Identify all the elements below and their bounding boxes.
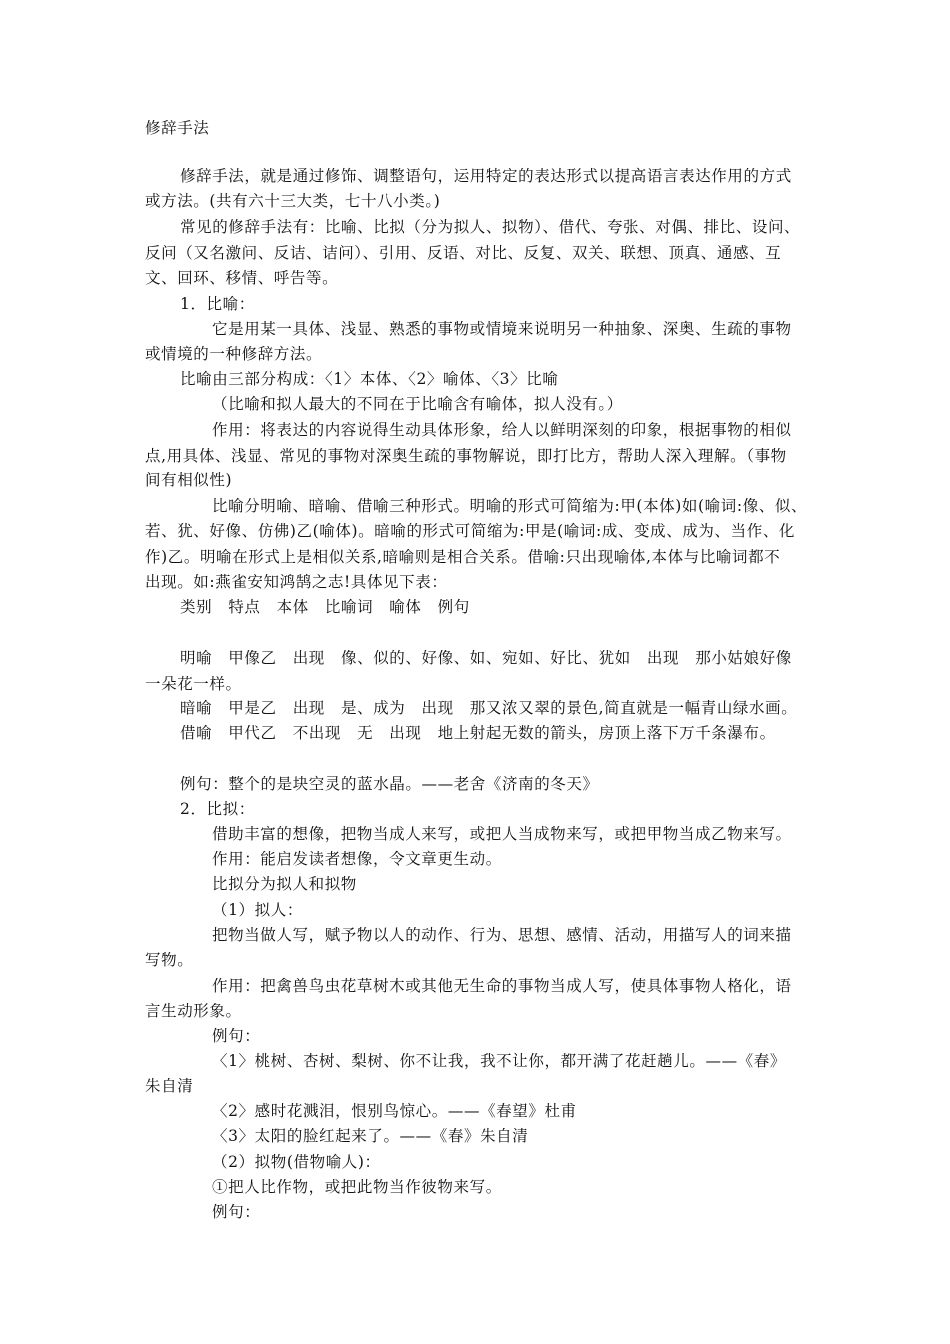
paragraph-line: 朱自清 [145, 1077, 194, 1095]
paragraph-line: 出现。如:燕雀安知鸿鹄之志!具体见下表： [145, 573, 448, 591]
paragraph-line: 点,用具体、浅显、常见的事物对深奥生疏的事物解说，即打比方，帮助人深入理解。（事物 [145, 447, 787, 465]
table-row: 一朵花一样。 [145, 675, 242, 693]
paragraph-line: 修辞手法，就是通过修饰、调整语句，运用特定的表达形式以提高语言表达作用的方式 [180, 167, 792, 185]
paragraph-line: 把物当做人写，赋予物以人的动作、行为、思想、感情、活动，用描写人的词来描 [212, 926, 792, 944]
paragraph-line: 比喻由三部分构成：〈1〉本体、〈2〉喻体、〈3〉比喻 [180, 370, 559, 388]
paragraph-line: 常见的修辞手法有：比喻、比拟（分为拟人、拟物）、借代、夸张、对偶、排比、设问、 [180, 218, 801, 236]
table-header: 类别 特点 本体 比喻词 喻体 例句 [180, 598, 470, 616]
subsection-heading: （2）拟物(借物喻人)： [212, 1153, 381, 1171]
paragraph-line: 它是用某一具体、浅显、熟悉的事物或情境来说明另一种抽象、深奥、生疏的事物 [212, 320, 792, 338]
table-row: 暗喻 甲是乙 出现 是、成为 出现 那又浓又翠的景色,简直就是一幅青山绿水画。 [180, 699, 798, 717]
paragraph-line: 或情境的一种修辞方法。 [145, 345, 323, 363]
paragraph-line: 例句：整个的是块空灵的蓝水晶。——老舍《济南的冬天》 [180, 775, 599, 793]
paragraph-line: 比喻分明喻、暗喻、借喻三种形式。明喻的形式可简缩为:甲(本体)如(喻词:像、似、 [212, 497, 808, 515]
paragraph-line: 作)乙。明喻在形式上是相似关系,暗喻则是相合关系。借喻:只出现喻体,本体与比喻词都不 [145, 548, 781, 566]
paragraph-line: 〈1〉桃树、杏树、梨树、你不让我，我不让你，都开满了花赶趟儿。——《春》 [212, 1052, 786, 1070]
paragraph-line: 比拟分为拟人和拟物 [212, 875, 357, 893]
doc-title: 修辞手法 [145, 119, 210, 137]
paragraph-line: 或方法。(共有六十三大类，七十八小类。) [145, 192, 441, 210]
paragraph-line: 若、犹、好像、仿佛)乙(喻体)。暗喻的形式可简缩为:甲是(喻词:成、变成、成为、当作、化 [145, 522, 796, 540]
paragraph-line: 写物。 [145, 951, 194, 969]
paragraph-line: 作用：能启发读者想像，令文章更生动。 [212, 850, 502, 868]
subsection-heading: （1）拟人： [212, 901, 303, 919]
table-row: 借喻 甲代乙 不出现 无 出现 地上射起无数的箭头，房顶上落下万千条瀑布。 [180, 724, 776, 742]
paragraph-line: 作用：将表达的内容说得生动具体形象，给人以鲜明深刻的印象，根据事物的相似 [212, 421, 792, 439]
section-heading: 1．比喻： [180, 295, 255, 313]
paragraph-line: ①把人比作物，或把此物当作彼物来写。 [212, 1178, 502, 1196]
paragraph-line: 间有相似性) [145, 471, 233, 489]
paragraph-line: 例句： [212, 1027, 261, 1045]
paragraph-line: 文、回环、移情、呼告等。 [145, 269, 339, 287]
paragraph-line: （比喻和拟人最大的不同在于比喻含有喻体，拟人没有。） [212, 395, 623, 413]
paragraph-line: 反问（又名激问、反诘、诘问）、引用、反语、对比、反复、双关、联想、顶真、通感、互 [145, 244, 782, 262]
section-heading: 2．比拟： [180, 800, 255, 818]
paragraph-line: 作用：把禽兽鸟虫花草树木或其他无生命的事物当成人写，使具体事物人格化，语 [212, 977, 792, 995]
paragraph-line: 〈3〉太阳的脸红起来了。——《春》朱自清 [212, 1127, 529, 1145]
paragraph-line: 言生动形象。 [145, 1002, 242, 1020]
paragraph-line: 例句： [212, 1203, 261, 1221]
table-row: 明喻 甲像乙 出现 像、似的、好像、如、宛如、好比、犹如 出现 那小姑娘好像 [180, 649, 792, 667]
paragraph-line: 〈2〉感时花溅泪，恨别鸟惊心。——《春望》杜甫 [212, 1102, 577, 1120]
paragraph-line: 借助丰富的想像，把物当成人来写，或把人当成物来写，或把甲物当成乙物来写。 [212, 825, 792, 843]
